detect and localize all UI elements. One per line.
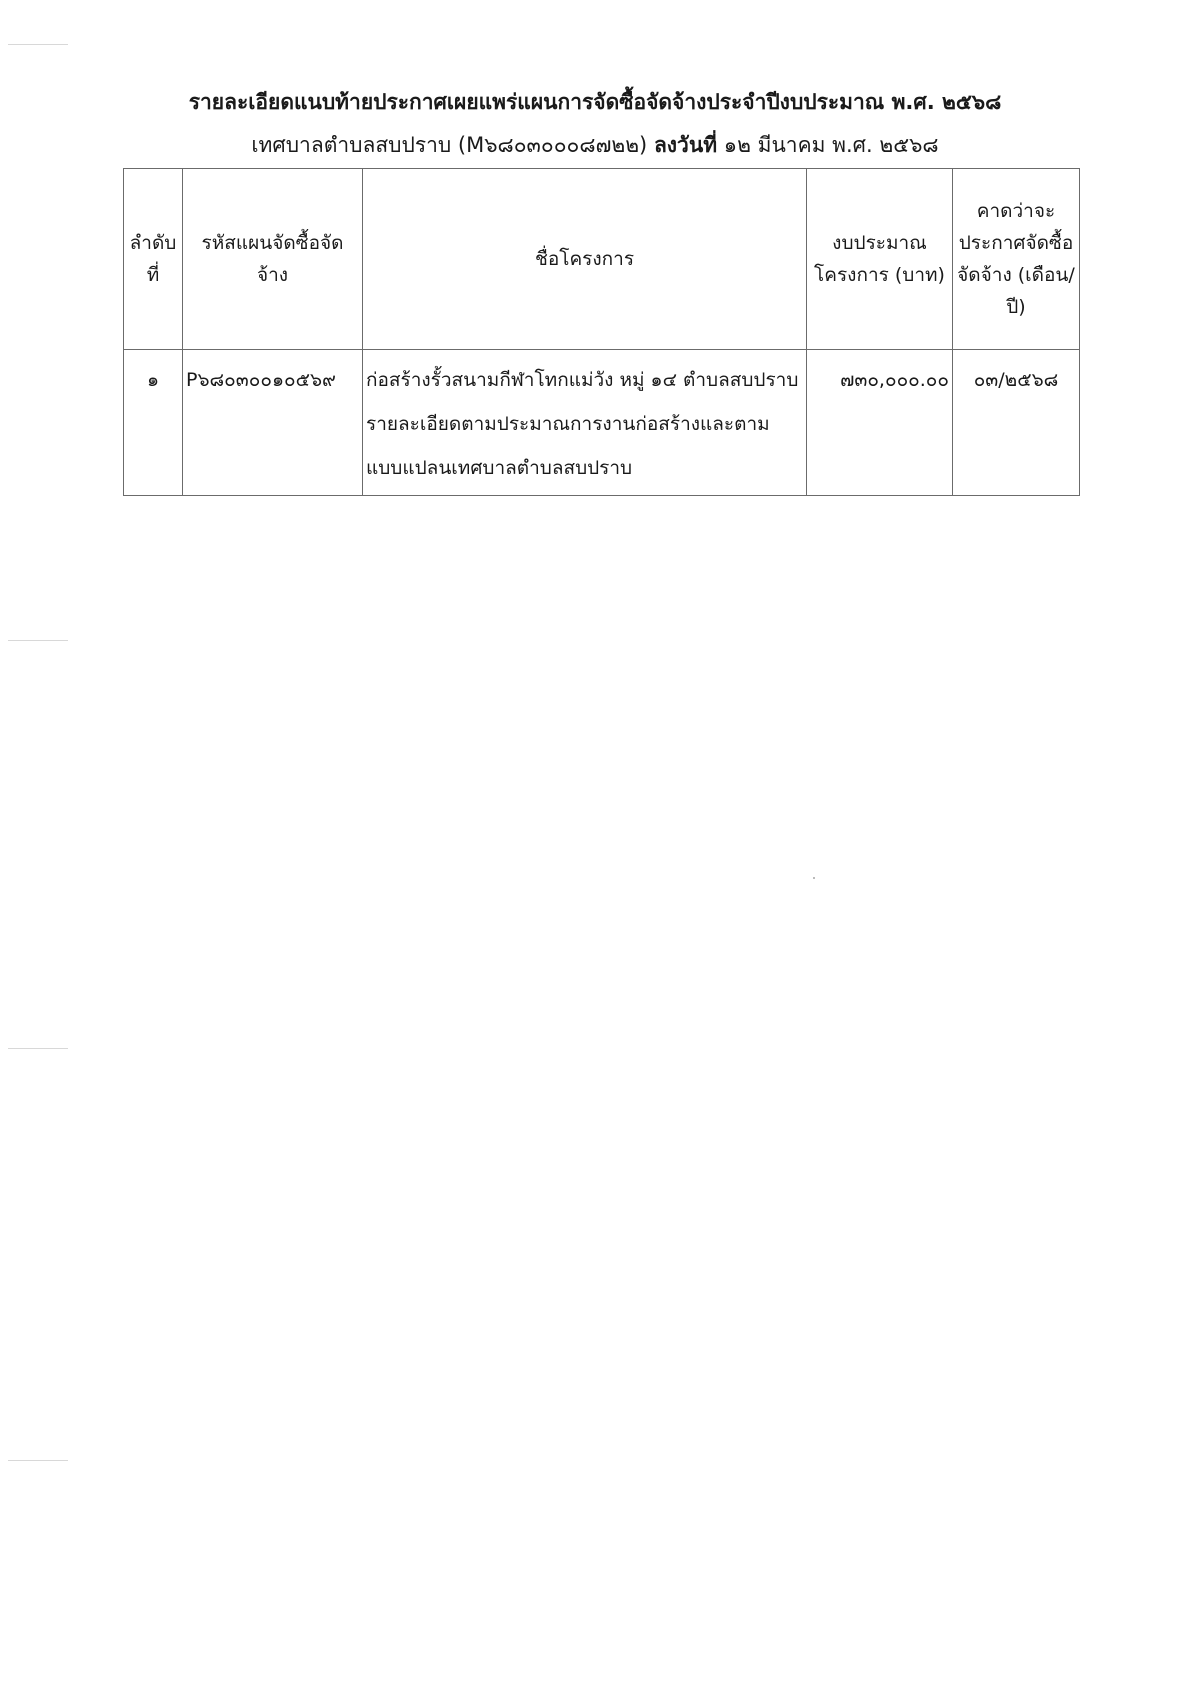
scan-artifact (8, 44, 68, 45)
cell-project-name: ก่อสร้างรั้วสนามกีฬาโทกแม่วัง หมู่ ๑๔ ตำบลสบปราบ รายละเอียดตามประมาณการงานก่อสร้างและตามแบบแปลนเทศบาลตำบลสบปราบ (363, 350, 807, 496)
table-header-row (124, 169, 1080, 350)
document-subtitle (0, 131, 1190, 159)
scan-artifact (8, 1460, 68, 1461)
table-row (124, 350, 1080, 496)
cell-plan-code: P๖๘๐๓๐๐๑๐๕๖๙ (183, 350, 363, 496)
organization-name: เทศบาลตำบลสบปราบ (M๖๘๐๓๐๐๐๘๗๒๒) (251, 133, 648, 157)
scan-artifact (8, 640, 68, 641)
column-header-no: ลำดับที่ (124, 169, 183, 350)
scan-speck (813, 877, 815, 879)
procurement-plan-table (123, 168, 1080, 496)
cell-budget: ๗๓๐,๐๐๐.๐๐ (807, 350, 953, 496)
cell-month-year: ๐๓/๒๕๖๘ (953, 350, 1080, 496)
date-label: ลงวันที่ (653, 133, 718, 157)
column-header-project-name: ชื่อโครงการ (363, 169, 807, 350)
column-header-expected-announcement: คาดว่าจะประกาศจัดซื้อจัดจ้าง (เดือน/ปี) (953, 169, 1080, 350)
column-header-plan-code: รหัสแผนจัดซื้อจัดจ้าง (183, 169, 363, 350)
document-title: รายละเอียดแนบท้ายประกาศเผยแพร่แผนการจัดซื้อจัดจ้างประจำปีงบประมาณ พ.ศ. ๒๕๖๘ (188, 90, 1002, 114)
column-header-budget: งบประมาณโครงการ (บาท) (807, 169, 953, 350)
scan-artifact (8, 1048, 68, 1049)
announcement-date: ๑๒ มีนาคม พ.ศ. ๒๕๖๘ (723, 133, 939, 157)
cell-no: ๑ (124, 350, 183, 496)
